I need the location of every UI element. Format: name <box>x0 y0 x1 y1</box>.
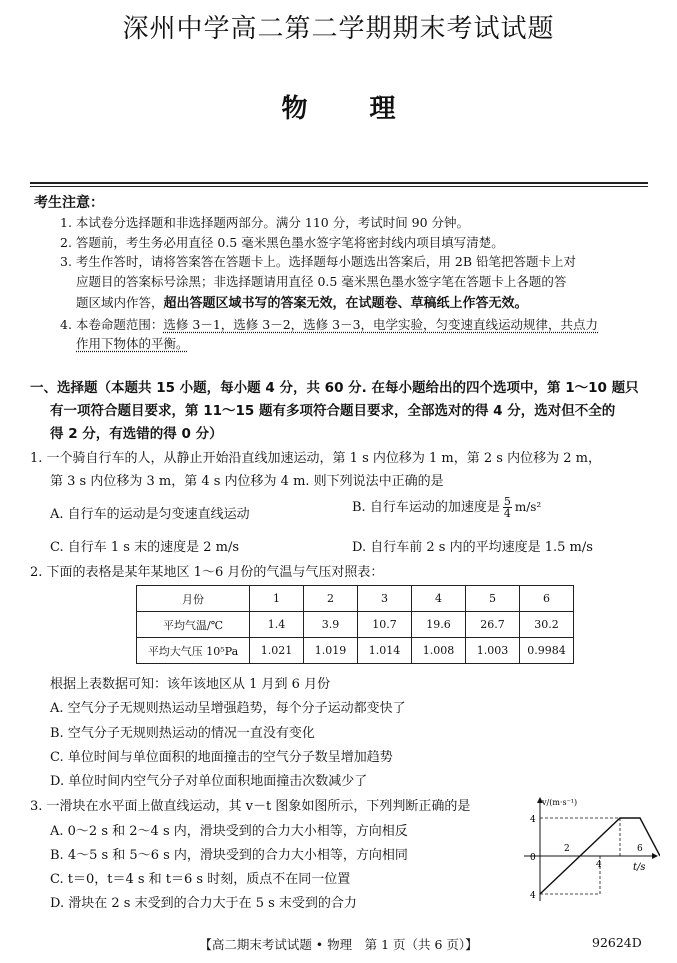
table-cell: 3 <box>358 586 412 612</box>
q2-lead: 根据上表数据可知：该年该地区从 1 月到 6 月份 <box>50 677 331 692</box>
notice-item-3-cont: 应题目的答案标号涂黑；非选择题请用直径 0.5 毫米黑色墨水签字笔在答题卡上各题的答 <box>76 274 567 289</box>
table-cell: 1.021 <box>250 638 304 664</box>
divider-thick <box>30 182 648 184</box>
table-row <box>137 638 574 664</box>
tick-t6: 6 <box>637 844 643 854</box>
q1-option-c: C. 自行车 1 s 末的速度是 2 m/s <box>50 540 240 555</box>
q1-option-b <box>352 496 541 519</box>
table-cell: 4 <box>412 586 466 612</box>
table-cell: 26.7 <box>466 612 520 638</box>
q2-option-a: A. 空气分子无规则热运动呈增强趋势，每个分子运动都变快了 <box>50 701 406 716</box>
table-cell: 月份 <box>137 586 250 612</box>
q1-option-b-text: B. 自行车运动的加速度是 <box>352 500 500 515</box>
table-cell: 1.008 <box>412 638 466 664</box>
q2-option-b: B. 空气分子无规则热运动的情况一直没有变化 <box>50 726 315 741</box>
table-cell: 10.7 <box>358 612 412 638</box>
table-cell: 6 <box>520 586 574 612</box>
notice-item-4 <box>60 315 598 333</box>
page-footer: 【高二期末考试试题 • 物理 第 1 页（共 6 页）】 <box>199 937 478 952</box>
table-row <box>137 586 574 612</box>
tick-t2: 2 <box>564 844 570 854</box>
q1-option-d: D. 自行车前 2 s 内的平均速度是 1.5 m/s <box>352 540 593 555</box>
q1-stem-1: 1. 一个骑自行车的人，从静止开始沿直线加速运动，第 1 s 内位移为 1 m，第 2 s 内位移为 2 m， <box>30 451 601 466</box>
t-axis-arrow <box>652 853 658 859</box>
table-cell: 1 <box>250 586 304 612</box>
table-cell: 平均气温/℃ <box>137 612 250 638</box>
notice-scope-cont: 作用下物体的平衡。 <box>76 336 189 351</box>
table-cell: 30.2 <box>520 612 574 638</box>
notice-item-3-end-text: 题区域内作答， <box>76 295 164 310</box>
notice-item-3: 3. 考生作答时，请将答案答在答题卡上。选择题每小题选出答案后，用 2B 铅笔把答题卡上对 <box>60 254 576 269</box>
notice-item-2: 2. 答题前，考生务必用直径 0.5 毫米黑色墨水签字笔将密封线内项目填写清楚。 <box>60 235 504 250</box>
section1-line-2: 有一项符合题目要求，第 11～15 题有多项符合题目要求，全部选对的得 4 分，选对但不全的 <box>50 403 616 419</box>
q3-option-c: C. t＝0，t＝4 s 和 t＝6 s 时刻，质点不在同一位置 <box>50 872 351 887</box>
t-axis-label: t/s <box>633 862 646 873</box>
q2-stem: 2. 下面的表格是某年某地区 1～6 月份的气温与气压对照表： <box>30 565 384 580</box>
table-cell: 1.019 <box>304 638 358 664</box>
q1-stem-2: 第 3 s 内位移为 3 m，第 4 s 内位移为 4 m. 则下列说法中正确的是 <box>50 474 444 489</box>
pressure-temperature-table <box>136 585 574 664</box>
notice-warning: 超出答题区域书写的答案无效，在试题卷、草稿纸上作答无效。 <box>163 296 528 311</box>
section1-line-3: 得 2 分，有选错的得 0 分） <box>50 426 223 442</box>
notice-scope: 选修 3－1，选修 3－2，选修 3－3，电学实验，匀变速直线运动规律，共点力 <box>163 317 599 332</box>
q3-option-b: B. 4～5 s 和 5～6 s 内，滑块受到的合力大小相等，方向相同 <box>50 848 408 863</box>
table-cell: 1.014 <box>358 638 412 664</box>
q1-fraction-num: 5 <box>503 495 511 508</box>
tick-t4: 4 <box>596 860 602 870</box>
subject-heading <box>0 88 677 125</box>
table-cell: 1.003 <box>466 638 520 664</box>
divider-thin <box>30 186 648 187</box>
tick-origin: 0 <box>530 853 536 863</box>
subject-char-2: 理 <box>369 94 396 124</box>
q2-option-c: C. 单位时间与单位面积的地面撞击的空气分子数呈增加趋势 <box>50 750 393 765</box>
tick-v4: 4 <box>530 815 536 825</box>
vt-graph <box>520 795 660 905</box>
q1-option-a: A. 自行车的运动是匀变速直线运动 <box>50 507 250 522</box>
table-cell: 0.9984 <box>520 638 574 664</box>
table-row <box>137 612 574 638</box>
table-cell: 3.9 <box>304 612 358 638</box>
notice-heading: 考生注意： <box>34 195 104 211</box>
notice-item-4-lead: 4. 本卷命题范围： <box>60 317 164 332</box>
table-cell: 平均大气压 10⁵Pa <box>137 638 250 664</box>
q1-fraction <box>503 496 512 519</box>
table-cell: 19.6 <box>412 612 466 638</box>
q1-unit: m/s² <box>514 500 542 514</box>
notice-item-1: 1. 本试卷分选择题和非选择题两部分。满分 110 分，考试时间 90 分钟。 <box>60 215 470 230</box>
table-cell: 5 <box>466 586 520 612</box>
tick-v-neg4: 4 <box>530 891 536 901</box>
exam-code: 92624D <box>592 935 642 950</box>
table-cell: 2 <box>304 586 358 612</box>
section1-line-1: 一、选择题（本题共 15 小题，每小题 4 分，共 60 分. 在每小题给出的四个选项中，第 1～10 题只 <box>30 380 639 396</box>
q3-option-a: A. 0～2 s 和 2～4 s 内，滑块受到的合力大小相等，方向相反 <box>50 824 408 839</box>
exam-title: 深州中学高二第二学期期末考试试题 <box>122 14 555 44</box>
table-cell: 1.4 <box>250 612 304 638</box>
notice-item-4-cont <box>76 334 189 352</box>
q3-stem: 3. 一滑块在水平面上做直线运动，其 v－t 图象如图所示，下列判断正确的是 <box>30 799 471 814</box>
subject-char-1: 物 <box>281 94 308 124</box>
v-axis-label: v/(m·s⁻¹) <box>542 798 578 807</box>
q1-fraction-den: 4 <box>503 507 511 520</box>
q3-option-d: D. 滑块在 2 s 末受到的合力大于在 5 s 末受到的合力 <box>50 896 357 911</box>
q2-option-d: D. 单位时间内空气分子对单位面积地面撞击次数减少了 <box>50 774 368 789</box>
notice-item-3-end <box>76 292 528 311</box>
